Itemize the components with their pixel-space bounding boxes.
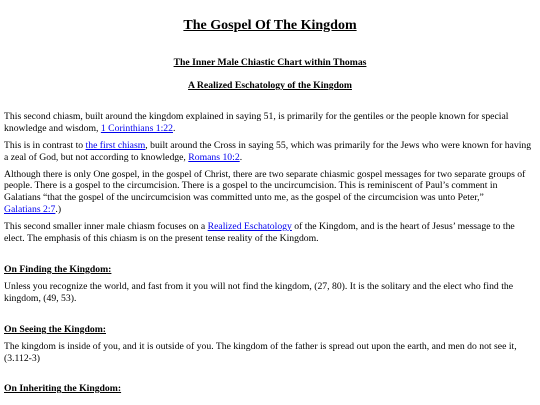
intro-paragraph-2 [4,140,536,163]
intro-paragraph-3 [4,169,536,216]
paragraph-text: . [173,122,176,134]
corinthians-1-22-link[interactable]: 1 Corinthians 1:22 [100,122,173,134]
page-title: The Gospel Of The Kingdom [183,18,357,33]
paragraph-text: kingdom, (49, 53). [4,292,77,304]
paragraph-text: Although there is only One gospel, in the gospel of Christ, there are two separate chiasmic gospel messages for two separate groups of [4,168,526,180]
page-subtitle: The Inner Male Chiastic Chart within Thomas [173,57,367,68]
paragraph-text: This second chiasm, built around the kingdom explained in saying 51, is primarily for the gentiles or the people known for special [4,110,509,122]
paragraph-text: knowledge and wisdom, [4,122,101,134]
paragraph-text: This is in contrast to [4,139,86,151]
paragraph-text: This second smaller inner male chiasm focuses on a [4,221,208,233]
paragraph-text: .) [55,203,62,215]
paragraph-text: Galatians “that the gospel of the uncircumcision was committed unto me, as the gospel of the circumcision was unto Peter,” [4,192,484,204]
first-chiasm-link[interactable]: the first chiasm [85,139,146,151]
section-paragraph-seeing [4,341,536,364]
paragraph-text: a zeal of God, but not according to knowledge, [4,151,189,163]
paragraph-text: people. There is a gospel to the circumcision. There is a gospel to the uncircumcision. This is reminiscent of Paul’s comment in [4,180,498,192]
intro-paragraph-4 [4,221,536,244]
realized-eschatology-link[interactable]: Realized Eschatology [207,221,292,233]
section-heading-finding: On Finding the Kingdom: [4,263,112,275]
romans-10-2-link[interactable]: Romans 10:2 [188,151,240,163]
section-paragraph-finding [4,281,536,304]
page-tagline: A Realized Eschatology of the Kingdom [188,80,352,92]
paragraph-text: of the Kingdom, and is the heart of Jesus’ message to the [291,221,515,233]
paragraph-text: . [239,151,243,163]
paragraph-text: Unless you recognize the world, and fast from it you will not find the kingdom, (27, 80). It is the solitary and the elect who find the [4,281,514,293]
intro-paragraph-1 [4,111,536,134]
section-heading-inheriting: On Inheriting the Kingdom: [4,383,122,395]
paragraph-text: , built around the Cross in saying 55, which was primarily for the Jews who were known for having [145,139,532,151]
galatians-2-7-link[interactable]: Galatians 2:7 [4,203,56,215]
paragraph-text: (3.112-3) [4,352,40,364]
section-heading-seeing: On Seeing the Kingdom: [4,324,106,336]
paragraph-text: elect. The emphasis of this chiasm is on the present tense reality of the Kingdom. [4,232,319,244]
paragraph-text: The kingdom is inside of you, and it is outside of you. The kingdom of the father is spread out upon the earth, and men do not see it, [4,341,517,353]
